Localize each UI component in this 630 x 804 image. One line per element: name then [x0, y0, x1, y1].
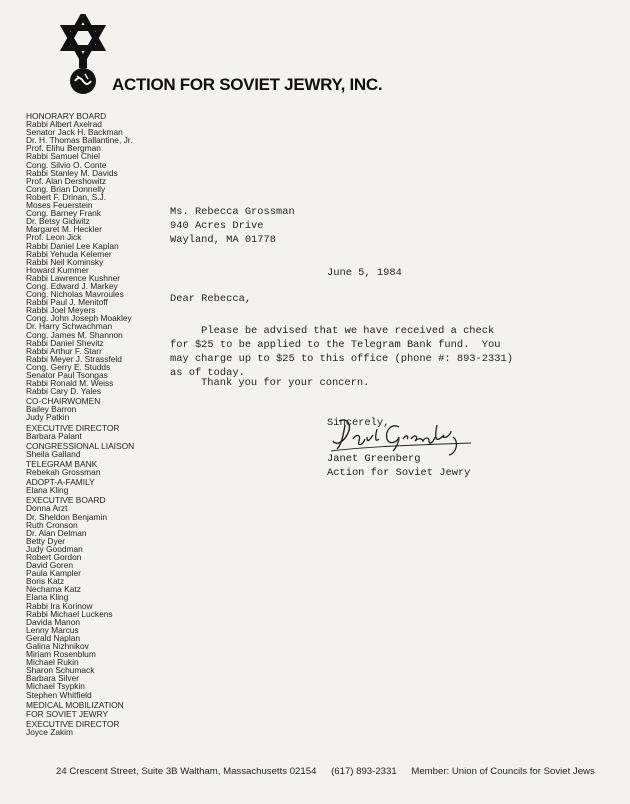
board-member-name: Robert Gordon: [26, 551, 82, 562]
board-member-name: Prof. Leon Jick: [26, 232, 82, 243]
board-member-name: Howard Kummer: [26, 264, 89, 275]
signer-name: Janet Greenberg: [327, 453, 421, 465]
body-line: as of today.: [170, 367, 245, 379]
board-member-name: Rabbi Daniel Shevitz: [26, 337, 104, 348]
board-member-name: Rabbi Meyer J. Strassfeld: [26, 353, 122, 364]
board-member-name: Rabbi Paul J. Menitoff: [26, 297, 108, 308]
board-member-name: Dr. H. Thomas Ballantine, Jr.: [26, 135, 133, 146]
board-member-name: Margaret M. Heckler: [26, 224, 102, 235]
board-section-heading: HONORARY BOARD: [26, 111, 107, 121]
board-member-name: Dr. Betsy Gidwitz: [26, 216, 90, 227]
board-member-name: Rabbi Daniel Lee Kaplan: [26, 240, 119, 251]
board-member-name: Bailey Barron: [26, 404, 77, 415]
board-member-name: Cong. Brian Donnelly: [26, 183, 106, 194]
board-member-name: Rabbi Samuel Chiel: [26, 151, 101, 162]
board-section-heading: ADOPT-A-FAMILY: [26, 477, 95, 488]
board-member-name: Moses Feuerstein: [26, 200, 93, 211]
board-list-sidebar: [26, 111, 176, 738]
board-member-name: Senator Jack H. Backman: [26, 127, 123, 138]
board-member-name: Rabbi Lawrence Kushner: [26, 272, 121, 283]
letterhead-footer: [56, 766, 616, 777]
board-section: [26, 442, 176, 458]
board-member-name: Cong. Edward J. Markey: [26, 280, 118, 291]
body-paragraph: [170, 324, 530, 380]
board-section-heading: CONGRESSIONAL LIAISON: [26, 440, 135, 451]
board-member-name: Dr. Alan Delman: [26, 527, 87, 538]
board-section: [26, 112, 176, 395]
recipient-name: Ms. Rebecca Grossman: [170, 206, 295, 218]
board-section: [26, 397, 176, 421]
board-member-name: Cong. Silvio O. Conte: [26, 159, 107, 170]
board-member-name: Rabbi Joel Meyers: [26, 305, 96, 316]
board-member-name: Judy Patkin: [26, 412, 70, 423]
recipient-street: 940 Acres Drive: [170, 220, 264, 232]
board-member-name: Rabbi Yehuda Kelemer: [26, 248, 112, 259]
board-member-name: Senator Paul Tsongas: [26, 370, 108, 380]
board-member-name: Ruth Cronson: [26, 519, 78, 530]
board-member-name: Paula Kampler: [26, 568, 81, 579]
board-member-name: Rebekah Grossman: [26, 467, 101, 478]
board-section: [26, 701, 176, 718]
board-member-name: Cong. John Joseph Moakley: [26, 313, 132, 324]
board-member-name: Sharon Schumack: [26, 665, 95, 676]
board-section: [26, 720, 176, 736]
board-member-name: Michael Rukin: [26, 657, 79, 668]
board-section: [26, 460, 176, 476]
board-member-name: Cong. James M. Shannon: [26, 329, 123, 340]
organization-name: ACTION FOR SOVIET JEWRY, INC.: [112, 75, 383, 94]
board-member-name: Elana Kling: [26, 485, 69, 496]
board-member-name: Donna Arzt: [26, 503, 68, 514]
board-member-name: Rabbi Neil Kominsky: [26, 256, 104, 267]
letter-date: June 5, 1984: [327, 267, 402, 279]
board-member-name: Rabbi Ira Korinow: [26, 600, 93, 611]
board-member-name: Rabbi Arthur F. Starr: [26, 345, 102, 356]
board-member-name: Robert F. Drinan, S.J.: [26, 191, 107, 202]
board-member-name: Rabbi Ronald M. Weiss: [26, 378, 114, 389]
board-member-name: Galina Nizhnikov: [26, 641, 89, 651]
closing: Sincerely,: [327, 417, 390, 429]
board-section-heading: CO-CHAIRWOMEN: [26, 396, 101, 407]
board-member-name: Dr. Sheldon Benjamin: [26, 511, 108, 522]
recipient-city: Wayland, MA 01778: [170, 234, 277, 246]
recipient-address: [170, 205, 295, 247]
board-member-name: Davida Manon: [26, 616, 81, 627]
body-line: for $25 to be applied to the Telegram Bank fund. You: [170, 339, 501, 351]
thanks-line: Thank you for your concern.: [201, 377, 370, 389]
board-member-name: Cong. Gerry E. Studds: [26, 361, 111, 372]
board-section-heading: MEDICAL MOBILIZATION: [26, 699, 124, 710]
footer-member: Member: Union of Councils for Soviet Jews: [411, 766, 595, 777]
footer-phone: (617) 893-2331: [331, 766, 397, 777]
board-member-name: Cong. Barney Frank: [26, 208, 101, 219]
board-member-name: Gerald Naplan: [26, 632, 81, 643]
footer-address: 24 Crescent Street, Suite 3B Waltham, Massachusetts 02154: [56, 766, 317, 777]
board-member-name: Boris Katz: [26, 576, 65, 587]
signer-organization: Action for Soviet Jewry: [327, 467, 471, 479]
board-section: [26, 496, 176, 698]
board-member-name: Rabbi Stanley M. Davids: [26, 167, 118, 178]
board-member-name: Prof. Alan Dershowitz: [26, 175, 107, 186]
body-line: Please be advised that we have received a check: [170, 325, 495, 337]
board-member-name: Barbara Palant: [26, 430, 82, 441]
board-member-name: Judy Goodman: [26, 543, 83, 554]
board-section-heading: TELEGRAM BANK: [26, 458, 98, 469]
board-member-name: Barbara Silver: [26, 673, 80, 684]
board-member-name: Michael Tsypkin: [26, 681, 85, 692]
board-section: [26, 478, 176, 494]
board-member-name: Sheila Galland: [26, 448, 81, 459]
board-member-name: Lenny Marcus: [26, 624, 79, 635]
board-member-name: Elana Kling: [26, 592, 69, 603]
salutation: Dear Rebecca,: [170, 293, 252, 305]
board-member-name: Joyce Zakim: [26, 726, 74, 737]
board-member-name: Rabbi Albert Axelrad: [26, 119, 102, 130]
board-member-name: David Goren: [26, 560, 74, 571]
board-member-name: Dr. Harry Schwachman: [26, 321, 113, 332]
board-section-heading: EXECUTIVE DIRECTOR: [26, 718, 120, 729]
star-of-david-logo-icon: [55, 14, 111, 98]
board-member-name: Nechama Katz: [26, 584, 81, 595]
board-member-name: Cong. Nicholas Mavroules: [26, 289, 124, 300]
board-member-name: Stephen Whitfield: [26, 689, 92, 700]
board-section: [26, 424, 176, 440]
board-section-heading: EXECUTIVE DIRECTOR: [26, 422, 120, 433]
board-section-heading: FOR SOVIET JEWRY: [26, 708, 109, 719]
board-section-heading: EXECUTIVE BOARD: [26, 495, 106, 506]
board-member-name: Betty Dyer: [26, 535, 66, 546]
board-member-name: Rabbi Michael Luckens: [26, 608, 113, 619]
board-member-name: Prof. Elihu Bergman: [26, 143, 101, 154]
body-line: may charge up to $25 to this office (phone #: 893-2331): [170, 353, 513, 365]
board-member-name: Rabbi Cary D. Yales: [26, 386, 102, 397]
board-member-name: Miriam Rosenblum: [26, 649, 96, 660]
